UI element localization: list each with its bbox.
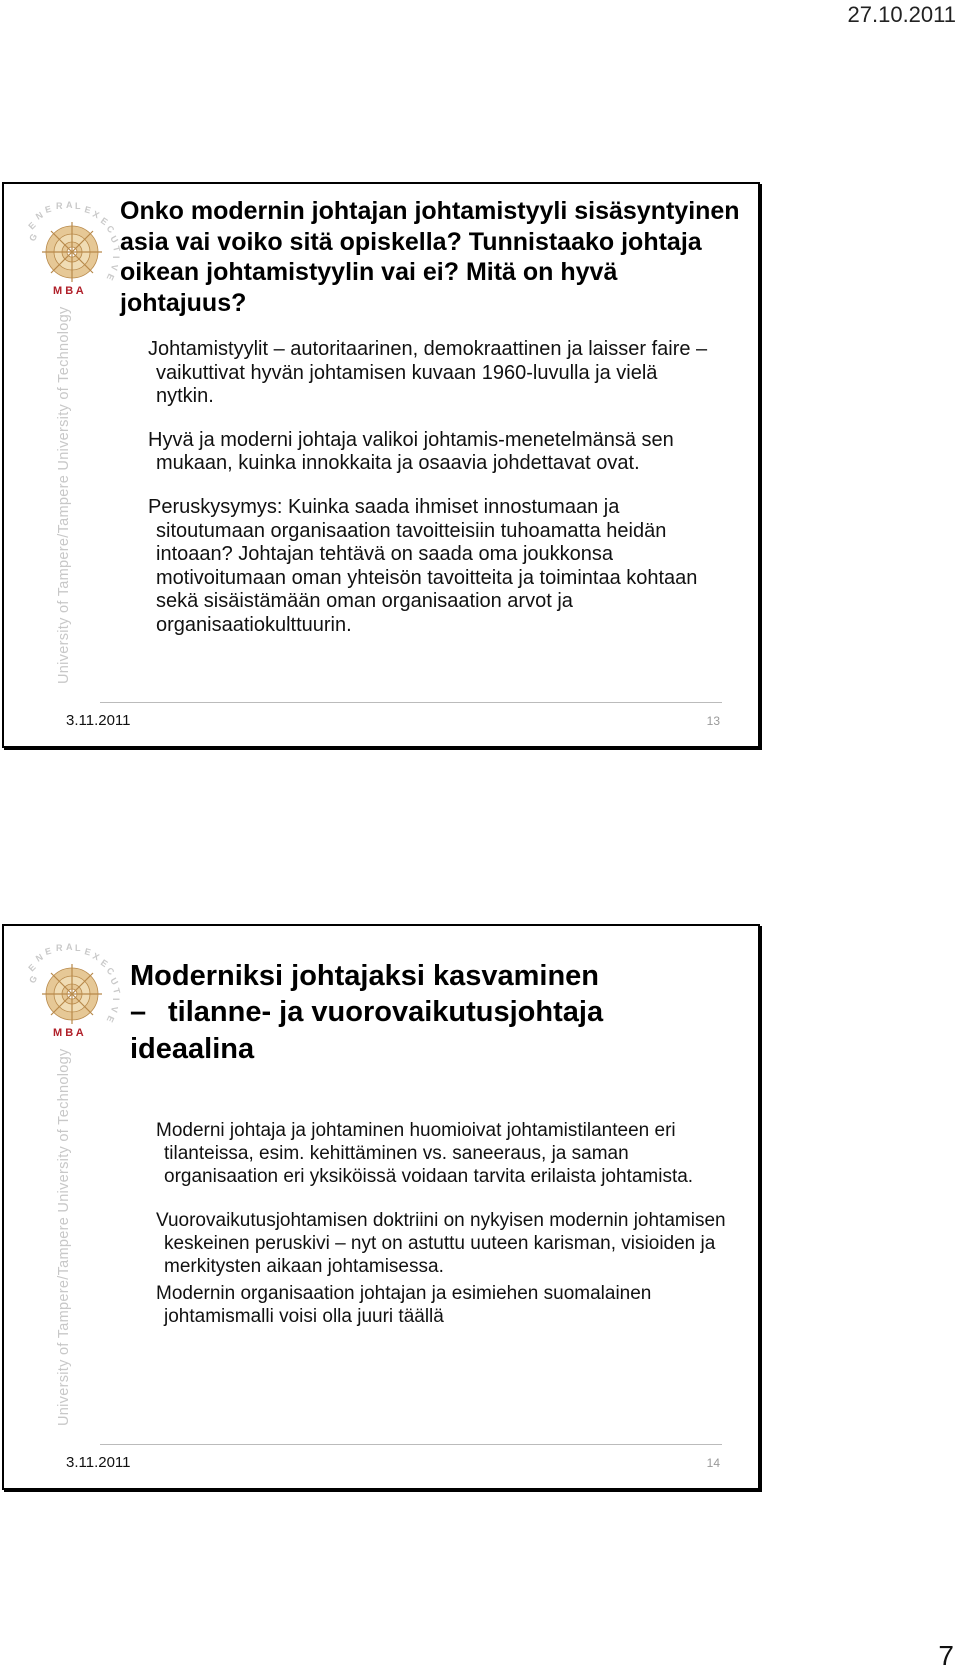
- svg-text:E: E: [104, 272, 117, 282]
- svg-text:G: G: [27, 973, 40, 985]
- svg-text:E: E: [43, 203, 53, 215]
- logo-mba: M B A: [53, 1027, 84, 1039]
- bullet-item: Vuorovaikutusjohtamisen doktriini on nykyisen modernin johtamisen keskeinen peruskivi – nyt on astuttu uuteen karisman, visioiden ja merkitysten aikaan johtamisessa.: [156, 1210, 726, 1277]
- svg-text:V: V: [108, 263, 120, 272]
- svg-text:N: N: [34, 209, 45, 222]
- title-line: [130, 994, 730, 1030]
- svg-text:E: E: [43, 945, 53, 957]
- slide-title: Onko modernin johtajan johtamistyyli sisäsyntyinen asia vai voiko sitä opiskella? Tunnistaako johtaja oikean johtamistyylin vai ei? Mitä on hyvä johtajuus?: [120, 197, 740, 317]
- bullet-item: Hyvä ja moderni johtaja valikoi johtamis-menetelmänsä sen mukaan, kuinka innokkaita ja osaavia johdettavat ovat.: [148, 428, 674, 475]
- bullet-item: Moderni johtaja ja johtaminen huomioivat johtamistilanteen eri tilanteissa, esim. kehittäminen vs. saneeraus, ja saman organisaation eri yksiköissä voidaan tarvita erilaista johtamista.: [156, 1120, 694, 1187]
- svg-text:I: I: [111, 998, 121, 1001]
- footer-rule: [100, 1444, 722, 1445]
- svg-text:E: E: [83, 204, 92, 216]
- slide-date: 3.11.2011: [66, 712, 131, 729]
- svg-text:N: N: [34, 951, 45, 964]
- header-date: 27.10.2011: [847, 2, 956, 27]
- svg-text:T: T: [111, 986, 123, 995]
- svg-text:E: E: [26, 220, 38, 232]
- svg-text:C: C: [104, 223, 117, 236]
- slide-title: [130, 958, 730, 1067]
- logo-mba: M B A: [53, 285, 84, 297]
- slide-14: [2, 924, 760, 1490]
- svg-text:E: E: [26, 962, 38, 974]
- svg-text:L: L: [75, 201, 81, 211]
- svg-text:E: E: [104, 1014, 117, 1024]
- svg-text:X: X: [91, 950, 101, 963]
- emba-logo-icon: [20, 200, 123, 302]
- svg-text:C: C: [104, 965, 117, 978]
- slide-number: 13: [706, 714, 720, 728]
- bullet-item: Modernin organisaation johtajan ja esimiehen suomalainen johtamismalli voisi olla juuri täällä: [156, 1282, 652, 1327]
- svg-text:I: I: [111, 256, 121, 259]
- svg-text:R: R: [56, 943, 63, 953]
- university-vertical-label: University of Tampere/Tampere University of Technology: [56, 306, 72, 684]
- svg-text:E: E: [98, 215, 110, 228]
- page-number: 7: [938, 1640, 954, 1671]
- university-vertical-label: University of Tampere/Tampere University of Technology: [56, 1048, 72, 1426]
- title-line: ideaalina: [130, 1032, 255, 1065]
- svg-text:U: U: [108, 234, 121, 245]
- svg-text:L: L: [75, 943, 81, 953]
- title-line-text: tilanne- ja vuorovaikutusjohtaja: [168, 996, 604, 1029]
- svg-text:G: G: [27, 231, 40, 243]
- title-line: Moderniksi johtajaksi kasvaminen: [130, 960, 600, 992]
- slide-date: 3.11.2011: [66, 1454, 131, 1471]
- svg-text:E: E: [83, 946, 92, 958]
- emba-logo-icon: [20, 942, 123, 1044]
- bullet-item: Peruskysymys: Kuinka saada ihmiset innostumaan ja sitoutumaan organisaation tavoitteisiin tuhoamatta heidän intoaan? Johtajan tehtävä on saada oma joukkonsa motivoitumaan oman yhteisön tavoitteita ja toimintaa kohtaan sekä sisäistämään oman organisaation arvot ja organisaatiokulttuurin.: [148, 495, 698, 636]
- title-dash: –: [130, 996, 147, 1029]
- svg-text:A: A: [66, 200, 73, 210]
- footer-rule: [100, 702, 722, 703]
- svg-text:A: A: [66, 942, 73, 952]
- slide-number: 14: [706, 1456, 720, 1470]
- svg-text:V: V: [108, 1005, 120, 1014]
- bullet-list: [148, 338, 708, 658]
- bullet-list: [156, 1120, 726, 1350]
- svg-text:X: X: [91, 208, 101, 221]
- bullet-item: Johtamistyylit – autoritaarinen, demokraattinen ja laisser faire – vaikuttivat hyvän johtamisen kuvaan 1960-luvulla ja vielä nytkin.: [148, 338, 708, 408]
- svg-text:U: U: [108, 976, 121, 987]
- svg-text:T: T: [111, 244, 123, 253]
- svg-text:R: R: [56, 201, 63, 211]
- slide-13: [2, 182, 760, 748]
- svg-text:E: E: [98, 957, 110, 970]
